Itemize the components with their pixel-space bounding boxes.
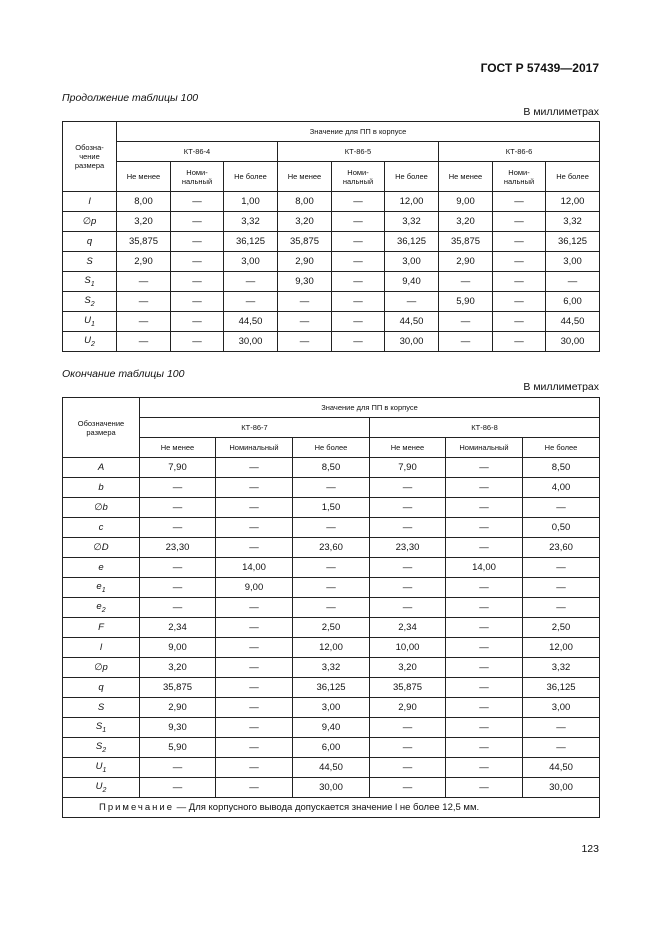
table-cell: — bbox=[446, 678, 523, 698]
table-cell: 35,875 bbox=[278, 232, 332, 252]
table-cell: 2,34 bbox=[140, 618, 216, 638]
table-cell: 23,30 bbox=[140, 538, 216, 558]
table-row bbox=[63, 498, 600, 518]
note-text: — Для корпусного вывода допускается значение l не более 12,5 мм. bbox=[174, 802, 480, 813]
table1 bbox=[62, 121, 600, 352]
table-cell: — bbox=[523, 598, 600, 618]
table-cell: 44,50 bbox=[523, 758, 600, 778]
sub-header-max: Не более bbox=[385, 162, 439, 192]
table-cell: 9,30 bbox=[140, 718, 216, 738]
table-row bbox=[63, 458, 600, 478]
table1-units: В миллиметрах bbox=[523, 106, 599, 118]
table-cell: — bbox=[370, 558, 446, 578]
table-cell: — bbox=[332, 292, 385, 312]
table-cell: — bbox=[523, 718, 600, 738]
table-cell: — bbox=[446, 638, 523, 658]
table-cell: — bbox=[171, 232, 224, 252]
table-cell: 3,32 bbox=[293, 658, 370, 678]
table-cell: 12,00 bbox=[523, 638, 600, 658]
table-cell: — bbox=[446, 518, 523, 538]
dimension-symbol: ∅p bbox=[63, 658, 140, 678]
table-cell: — bbox=[370, 758, 446, 778]
table-row bbox=[63, 272, 600, 292]
table-cell: 3,32 bbox=[224, 212, 278, 232]
table-cell: 2,90 bbox=[117, 252, 171, 272]
table-row bbox=[63, 192, 600, 212]
table-cell: — bbox=[439, 332, 493, 352]
table-cell: — bbox=[523, 558, 600, 578]
table-cell: 36,125 bbox=[224, 232, 278, 252]
table-cell: — bbox=[370, 718, 446, 738]
table-cell: — bbox=[278, 292, 332, 312]
table-row bbox=[63, 292, 600, 312]
table-cell: 7,90 bbox=[140, 458, 216, 478]
table-cell: — bbox=[523, 498, 600, 518]
table-cell: — bbox=[523, 738, 600, 758]
table-cell: — bbox=[216, 738, 293, 758]
package-header: КТ-86-7 bbox=[140, 418, 370, 438]
table-cell: — bbox=[493, 272, 546, 292]
table2-body bbox=[63, 458, 600, 798]
dimension-symbol: $S_2$ bbox=[63, 738, 140, 758]
table-cell: 36,125 bbox=[385, 232, 439, 252]
table-cell: — bbox=[370, 498, 446, 518]
table-cell: — bbox=[446, 478, 523, 498]
table2-caption: Окончание таблицы 100 bbox=[62, 368, 185, 380]
table-cell: — bbox=[332, 332, 385, 352]
sub-header-nominal: Номи- нальный bbox=[171, 162, 224, 192]
table-cell: — bbox=[171, 312, 224, 332]
table-cell: 30,00 bbox=[523, 778, 600, 798]
table-cell: 4,00 bbox=[523, 478, 600, 498]
table-cell: 44,50 bbox=[546, 312, 600, 332]
table-cell: — bbox=[446, 778, 523, 798]
table-cell: — bbox=[446, 738, 523, 758]
table-cell: — bbox=[140, 478, 216, 498]
table-cell: — bbox=[171, 252, 224, 272]
table-cell: 2,90 bbox=[278, 252, 332, 272]
table-cell: — bbox=[332, 212, 385, 232]
table-cell: — bbox=[140, 518, 216, 538]
table-cell: 7,90 bbox=[370, 458, 446, 478]
table-cell: — bbox=[216, 698, 293, 718]
sub-header-min: Не менее bbox=[140, 438, 216, 458]
table-cell: 3,20 bbox=[278, 212, 332, 232]
table-cell: 2,50 bbox=[523, 618, 600, 638]
table-cell: — bbox=[216, 538, 293, 558]
dimension-symbol: ∅p bbox=[63, 212, 117, 232]
table-cell: — bbox=[493, 252, 546, 272]
table-cell: 8,50 bbox=[293, 458, 370, 478]
table-cell: 3,20 bbox=[140, 658, 216, 678]
table-cell: 2,50 bbox=[293, 618, 370, 638]
sub-header-max: Не более bbox=[293, 438, 370, 458]
table-cell: 3,00 bbox=[293, 698, 370, 718]
dimension-symbol: $e_2$ bbox=[63, 598, 140, 618]
table-cell: 2,90 bbox=[370, 698, 446, 718]
designation-header: Обозна- чение размера bbox=[63, 122, 117, 192]
table-row bbox=[63, 232, 600, 252]
table-cell: 30,00 bbox=[385, 332, 439, 352]
table-row bbox=[63, 332, 600, 352]
table-cell: — bbox=[446, 658, 523, 678]
table-cell: — bbox=[385, 292, 439, 312]
table-row bbox=[63, 638, 600, 658]
sub-header-nominal: Номи- нальный bbox=[332, 162, 385, 192]
table-cell: — bbox=[140, 498, 216, 518]
table-row bbox=[63, 778, 600, 798]
table-cell: 3,32 bbox=[546, 212, 600, 232]
table-cell: 14,00 bbox=[216, 558, 293, 578]
table-cell: — bbox=[224, 272, 278, 292]
sub-header-max: Не более bbox=[523, 438, 600, 458]
sub-header-nominal: Номинальный bbox=[446, 438, 523, 458]
table-cell: — bbox=[278, 332, 332, 352]
table-cell: — bbox=[523, 578, 600, 598]
table-cell: — bbox=[171, 332, 224, 352]
table-cell: — bbox=[117, 312, 171, 332]
table-cell: 23,60 bbox=[293, 538, 370, 558]
dimension-symbol: $S_2$ bbox=[63, 292, 117, 312]
table-cell: — bbox=[332, 272, 385, 292]
table-cell: — bbox=[446, 538, 523, 558]
table-cell: 30,00 bbox=[546, 332, 600, 352]
table-cell: — bbox=[493, 312, 546, 332]
table-cell: 5,90 bbox=[140, 738, 216, 758]
table-cell: 1,00 bbox=[224, 192, 278, 212]
table-note bbox=[63, 798, 600, 818]
sub-header-max: Не более bbox=[224, 162, 278, 192]
table-cell: 9,40 bbox=[293, 718, 370, 738]
table-cell: 35,875 bbox=[370, 678, 446, 698]
table-cell: 14,00 bbox=[446, 558, 523, 578]
dimension-symbol: A bbox=[63, 458, 140, 478]
dimension-symbol: ∅b bbox=[63, 498, 140, 518]
dimension-symbol: q bbox=[63, 678, 140, 698]
dimension-symbol: F bbox=[63, 618, 140, 638]
table-cell: 44,50 bbox=[293, 758, 370, 778]
table-cell: — bbox=[332, 232, 385, 252]
table-cell: — bbox=[216, 618, 293, 638]
table-cell: 6,00 bbox=[293, 738, 370, 758]
dimension-symbol: q bbox=[63, 232, 117, 252]
table-cell: 3,00 bbox=[523, 698, 600, 718]
table-row bbox=[63, 518, 600, 538]
table-row bbox=[63, 618, 600, 638]
table-row bbox=[63, 478, 600, 498]
table-cell: 2,90 bbox=[140, 698, 216, 718]
table-cell: — bbox=[293, 478, 370, 498]
table-cell: — bbox=[370, 578, 446, 598]
table-cell: — bbox=[493, 192, 546, 212]
table-cell: 3,20 bbox=[439, 212, 493, 232]
table-cell: — bbox=[140, 598, 216, 618]
table-cell: — bbox=[216, 718, 293, 738]
sub-header-nominal: Номи- нальный bbox=[493, 162, 546, 192]
table-cell: — bbox=[140, 778, 216, 798]
table-cell: — bbox=[117, 272, 171, 292]
sub-header-min: Не менее bbox=[278, 162, 332, 192]
table-cell: 1,50 bbox=[293, 498, 370, 518]
table-cell: — bbox=[140, 558, 216, 578]
table-cell: — bbox=[446, 618, 523, 638]
table-cell: — bbox=[446, 718, 523, 738]
table-cell: 35,875 bbox=[140, 678, 216, 698]
table-cell: 3,32 bbox=[523, 658, 600, 678]
table-cell: 9,40 bbox=[385, 272, 439, 292]
group-header: Значение для ПП в корпусе bbox=[117, 122, 600, 142]
table-cell: — bbox=[216, 598, 293, 618]
table-cell: 23,60 bbox=[523, 538, 600, 558]
table-cell: — bbox=[216, 518, 293, 538]
table-cell: 6,00 bbox=[546, 292, 600, 312]
table-cell: — bbox=[332, 192, 385, 212]
sub-header-min: Не менее bbox=[439, 162, 493, 192]
table-cell: 9,00 bbox=[216, 578, 293, 598]
table-cell: — bbox=[224, 292, 278, 312]
sub-header-min: Не менее bbox=[370, 438, 446, 458]
table-cell: 3,20 bbox=[117, 212, 171, 232]
table-cell: 12,00 bbox=[385, 192, 439, 212]
table-row bbox=[63, 718, 600, 738]
dimension-symbol: S bbox=[63, 698, 140, 718]
designation-header: Обозначение размера bbox=[63, 398, 140, 458]
package-header: КТ-86-4 bbox=[117, 142, 278, 162]
sub-header-min: Не менее bbox=[117, 162, 171, 192]
table-cell: — bbox=[171, 272, 224, 292]
table-row bbox=[63, 678, 600, 698]
table-cell: — bbox=[293, 578, 370, 598]
table-cell: — bbox=[171, 212, 224, 232]
table-cell: — bbox=[293, 558, 370, 578]
table-cell: 3,32 bbox=[385, 212, 439, 232]
sub-header-nominal: Номинальный bbox=[216, 438, 293, 458]
table-cell: — bbox=[493, 212, 546, 232]
table-cell: — bbox=[140, 578, 216, 598]
table-cell: — bbox=[140, 758, 216, 778]
table-cell: 3,00 bbox=[385, 252, 439, 272]
table-row bbox=[63, 538, 600, 558]
note-label: Примечание bbox=[99, 802, 174, 813]
table-cell: — bbox=[439, 272, 493, 292]
table-cell: 0,50 bbox=[523, 518, 600, 538]
dimension-symbol: ∅D bbox=[63, 538, 140, 558]
table-cell: — bbox=[370, 778, 446, 798]
table-cell: — bbox=[446, 698, 523, 718]
page-number: 123 bbox=[581, 843, 599, 855]
dimension-symbol: S bbox=[63, 252, 117, 272]
table-cell: 12,00 bbox=[546, 192, 600, 212]
table-cell: — bbox=[278, 312, 332, 332]
table-cell: — bbox=[370, 478, 446, 498]
table-cell: 3,00 bbox=[224, 252, 278, 272]
table-cell: 9,00 bbox=[439, 192, 493, 212]
table-row bbox=[63, 738, 600, 758]
table-cell: — bbox=[370, 518, 446, 538]
table-cell: 10,00 bbox=[370, 638, 446, 658]
table-cell: 2,90 bbox=[439, 252, 493, 272]
document-code: ГОСТ Р 57439—2017 bbox=[480, 61, 599, 75]
table-cell: 44,50 bbox=[385, 312, 439, 332]
table-row bbox=[63, 312, 600, 332]
dimension-symbol: $U_2$ bbox=[63, 332, 117, 352]
table-row bbox=[63, 212, 600, 232]
table-cell: — bbox=[216, 758, 293, 778]
table1-body bbox=[63, 192, 600, 352]
dimension-symbol: l bbox=[63, 192, 117, 212]
group-header: Значение для ПП в корпусе bbox=[140, 398, 600, 418]
table-cell: — bbox=[446, 598, 523, 618]
table-row bbox=[63, 658, 600, 678]
sub-header-max: Не более bbox=[546, 162, 600, 192]
table-cell: 12,00 bbox=[293, 638, 370, 658]
dimension-symbol: $S_1$ bbox=[63, 272, 117, 292]
table-cell: — bbox=[216, 658, 293, 678]
table-cell: — bbox=[117, 292, 171, 312]
dimension-symbol: $U_1$ bbox=[63, 758, 140, 778]
table-cell: — bbox=[293, 518, 370, 538]
table-row bbox=[63, 598, 600, 618]
table-cell: — bbox=[493, 332, 546, 352]
table-cell: — bbox=[332, 312, 385, 332]
table-cell: 36,125 bbox=[293, 678, 370, 698]
table-cell: — bbox=[446, 578, 523, 598]
dimension-symbol: $U_2$ bbox=[63, 778, 140, 798]
table-row bbox=[63, 252, 600, 272]
table-cell: 3,20 bbox=[370, 658, 446, 678]
table-cell: — bbox=[216, 458, 293, 478]
table-cell: — bbox=[446, 498, 523, 518]
table-cell: 2,34 bbox=[370, 618, 446, 638]
table-cell: — bbox=[439, 312, 493, 332]
dimension-symbol: $S_1$ bbox=[63, 718, 140, 738]
table-cell: — bbox=[493, 232, 546, 252]
table-cell: — bbox=[216, 638, 293, 658]
dimension-symbol: e bbox=[63, 558, 140, 578]
dimension-symbol: $e_1$ bbox=[63, 578, 140, 598]
package-header: КТ-86-5 bbox=[278, 142, 439, 162]
dimension-symbol: b bbox=[63, 478, 140, 498]
table-cell: — bbox=[446, 758, 523, 778]
dimension-symbol: c bbox=[63, 518, 140, 538]
table-cell: — bbox=[370, 598, 446, 618]
table-cell: 35,875 bbox=[117, 232, 171, 252]
table-cell: 35,875 bbox=[439, 232, 493, 252]
table2-units: В миллиметрах bbox=[523, 381, 599, 393]
table-cell: 23,30 bbox=[370, 538, 446, 558]
table2 bbox=[62, 397, 600, 818]
table-cell: 44,50 bbox=[224, 312, 278, 332]
table-cell: — bbox=[446, 458, 523, 478]
table-cell: 8,50 bbox=[523, 458, 600, 478]
table-cell: 36,125 bbox=[546, 232, 600, 252]
table-row bbox=[63, 578, 600, 598]
table-cell: — bbox=[332, 252, 385, 272]
table-cell: 5,90 bbox=[439, 292, 493, 312]
table-cell: 8,00 bbox=[278, 192, 332, 212]
table-cell: — bbox=[216, 778, 293, 798]
table-cell: 9,00 bbox=[140, 638, 216, 658]
table-row bbox=[63, 698, 600, 718]
dimension-symbol: l bbox=[63, 638, 140, 658]
table-cell: 30,00 bbox=[224, 332, 278, 352]
table-cell: — bbox=[216, 678, 293, 698]
table-cell: 3,00 bbox=[546, 252, 600, 272]
table-cell: 9,30 bbox=[278, 272, 332, 292]
table-cell: — bbox=[370, 738, 446, 758]
table-cell: — bbox=[216, 478, 293, 498]
table-row bbox=[63, 758, 600, 778]
table-cell: 8,00 bbox=[117, 192, 171, 212]
table-cell: — bbox=[117, 332, 171, 352]
package-header: КТ-86-6 bbox=[439, 142, 600, 162]
table-cell: — bbox=[493, 292, 546, 312]
table-cell: — bbox=[546, 272, 600, 292]
package-header: КТ-86-8 bbox=[370, 418, 600, 438]
table-row bbox=[63, 558, 600, 578]
table-cell: — bbox=[293, 598, 370, 618]
table-cell: — bbox=[171, 192, 224, 212]
table1-caption: Продолжение таблицы 100 bbox=[62, 92, 199, 104]
dimension-symbol: $U_1$ bbox=[63, 312, 117, 332]
table-cell: — bbox=[171, 292, 224, 312]
table-cell: 30,00 bbox=[293, 778, 370, 798]
table-cell: — bbox=[216, 498, 293, 518]
table-cell: 36,125 bbox=[523, 678, 600, 698]
